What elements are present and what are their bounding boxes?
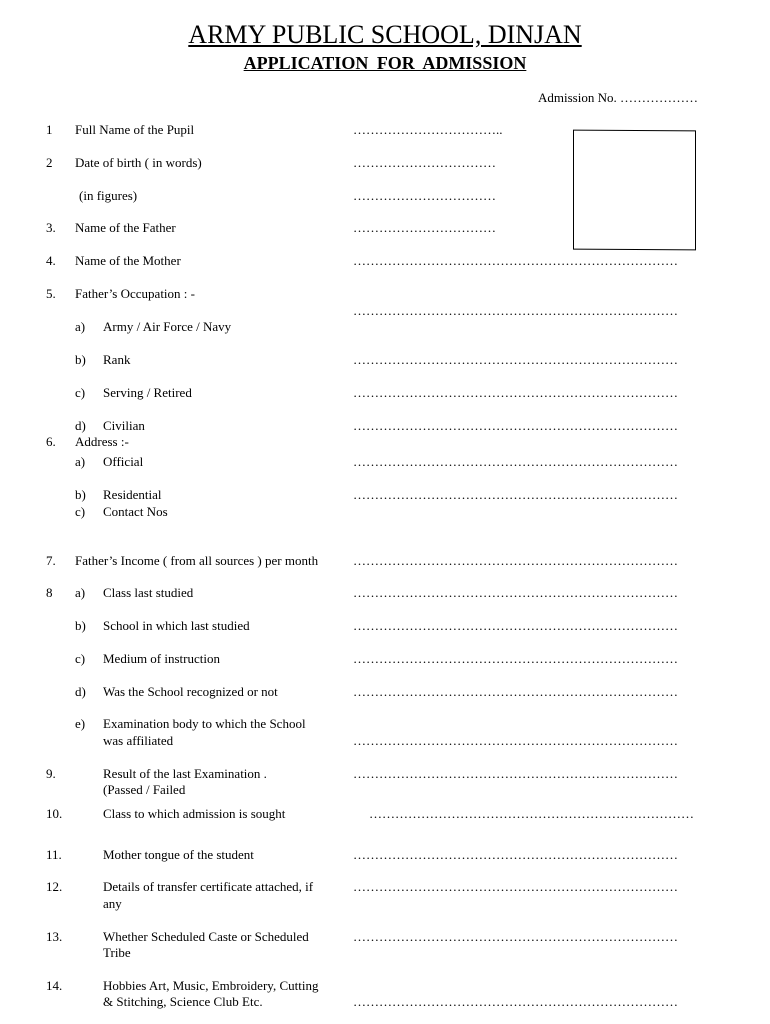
field-label-caste-cont: Tribe: [103, 945, 131, 960]
field-label-official-address: Official: [103, 454, 144, 469]
field-label-transfer-certificate-cont: any: [103, 896, 122, 911]
row-number: 3.: [46, 220, 56, 235]
row-number: 5.: [46, 286, 56, 301]
admission-number: Admission No. ………………: [538, 90, 698, 105]
sub-letter: e): [75, 716, 86, 731]
field-input-school-recognized[interactable]: …………………………………………………………………: [353, 684, 678, 699]
row-number: 14.: [46, 978, 63, 993]
photo-box: [573, 130, 696, 251]
form-title: APPLICATION FOR ADMISSION: [243, 53, 527, 73]
field-label-dob-figures: (in figures): [79, 188, 138, 203]
field-input-caste[interactable]: …………………………………………………………………: [353, 929, 678, 944]
field-label-dob-words: Date of birth ( in words): [75, 155, 202, 170]
field-input-medium[interactable]: …………………………………………………………………: [353, 651, 678, 666]
field-label-mother-tongue: Mother tongue of the student: [103, 847, 254, 862]
field-input-civilian[interactable]: …………………………………………………………………: [353, 418, 678, 433]
field-input-serving-retired[interactable]: …………………………………………………………………: [353, 385, 678, 400]
sub-letter: b): [75, 618, 86, 633]
field-label-mother-name: Name of the Mother: [75, 253, 181, 268]
sub-letter: d): [75, 684, 86, 699]
field-label-hobbies-cont: & Stitching, Science Club Etc.: [103, 994, 263, 1009]
field-input-residential-address[interactable]: …………………………………………………………………: [353, 487, 678, 502]
row-number: 13.: [46, 929, 63, 944]
field-input-hobbies[interactable]: …………………………………………………………………: [353, 994, 678, 1009]
field-label-exam-body-cont: was affiliated: [103, 733, 174, 748]
sub-letter: b): [75, 487, 86, 502]
field-label-contact-nos: Contact Nos: [103, 504, 168, 519]
sub-letter: a): [75, 319, 86, 334]
field-input-dob-figures[interactable]: ……………………………: [353, 188, 496, 203]
field-label-rank: Rank: [103, 352, 131, 367]
sub-letter: c): [75, 651, 86, 666]
field-label-school-recognized: Was the School recognized or not: [103, 684, 278, 699]
field-label-class-last-studied: Class last studied: [103, 585, 194, 600]
field-label-service: Army / Air Force / Navy: [103, 319, 232, 334]
row-number: 10.: [46, 806, 63, 821]
school-title: ARMY PUBLIC SCHOOL, DINJAN: [188, 20, 582, 49]
row-number: 2: [46, 155, 53, 170]
field-label-father-occupation: Father’s Occupation : -: [75, 286, 195, 301]
field-label-full-name: Full Name of the Pupil: [75, 122, 195, 137]
field-input-transfer-certificate[interactable]: …………………………………………………………………: [353, 879, 678, 894]
row-number: 4.: [46, 253, 56, 268]
field-label-father-income: Father’s Income ( from all sources ) per month: [75, 553, 319, 568]
field-label-last-result: Result of the last Examination .: [103, 766, 267, 781]
field-label-address: Address :-: [75, 434, 129, 449]
field-label-caste: Whether Scheduled Caste or Scheduled: [103, 929, 309, 944]
field-label-admission-class: Class to which admission is sought: [103, 806, 286, 821]
sub-letter: c): [75, 385, 86, 400]
sub-letter: a): [75, 454, 86, 469]
row-number: 6.: [46, 434, 56, 449]
field-label-father-name: Name of the Father: [75, 220, 176, 235]
row-number: 1: [46, 122, 53, 137]
field-input-exam-body[interactable]: …………………………………………………………………: [353, 733, 678, 748]
field-input-full-name[interactable]: ……………………………..: [353, 122, 503, 137]
sub-letter: d): [75, 418, 86, 433]
field-label-exam-body: Examination body to which the School: [103, 716, 306, 731]
sub-letter: b): [75, 352, 86, 367]
field-input-rank[interactable]: …………………………………………………………………: [353, 352, 678, 367]
field-input-mother-tongue[interactable]: …………………………………………………………………: [353, 847, 678, 862]
row-number: 11.: [46, 847, 62, 862]
row-number: 12.: [46, 879, 63, 894]
field-input-dob-words[interactable]: ……………………………: [353, 155, 496, 170]
field-label-hobbies: Hobbies Art, Music, Embroidery, Cutting: [103, 978, 319, 993]
field-input-official-address[interactable]: …………………………………………………………………: [353, 454, 678, 469]
field-input-last-result[interactable]: …………………………………………………………………: [353, 766, 678, 781]
field-label-medium: Medium of instruction: [103, 651, 220, 666]
field-input-admission-class[interactable]: …………………………………………………………………: [369, 806, 694, 821]
field-label-last-result-cont: (Passed / Failed: [103, 782, 186, 797]
sub-letter: c): [75, 504, 86, 519]
row-number: 7.: [46, 553, 56, 568]
row-number: 9.: [46, 766, 56, 781]
field-input-last-school[interactable]: …………………………………………………………………: [353, 618, 678, 633]
row-number: 8: [46, 585, 53, 600]
field-label-residential-address: Residential: [103, 487, 162, 502]
field-input-class-last-studied[interactable]: …………………………………………………………………: [353, 585, 678, 600]
field-label-last-school: School in which last studied: [103, 618, 250, 633]
field-label-serving-retired: Serving / Retired: [103, 385, 192, 400]
field-input-father-income[interactable]: …………………………………………………………………: [353, 553, 678, 568]
sub-letter: a): [75, 585, 86, 600]
field-input-father-name[interactable]: ……………………………: [353, 220, 496, 235]
field-label-civilian: Civilian: [103, 418, 145, 433]
field-label-transfer-certificate: Details of transfer certificate attached, if: [103, 879, 314, 894]
field-input-mother-name[interactable]: …………………………………………………………………: [353, 253, 678, 268]
field-input-father-occupation[interactable]: …………………………………………………………………: [353, 303, 678, 318]
